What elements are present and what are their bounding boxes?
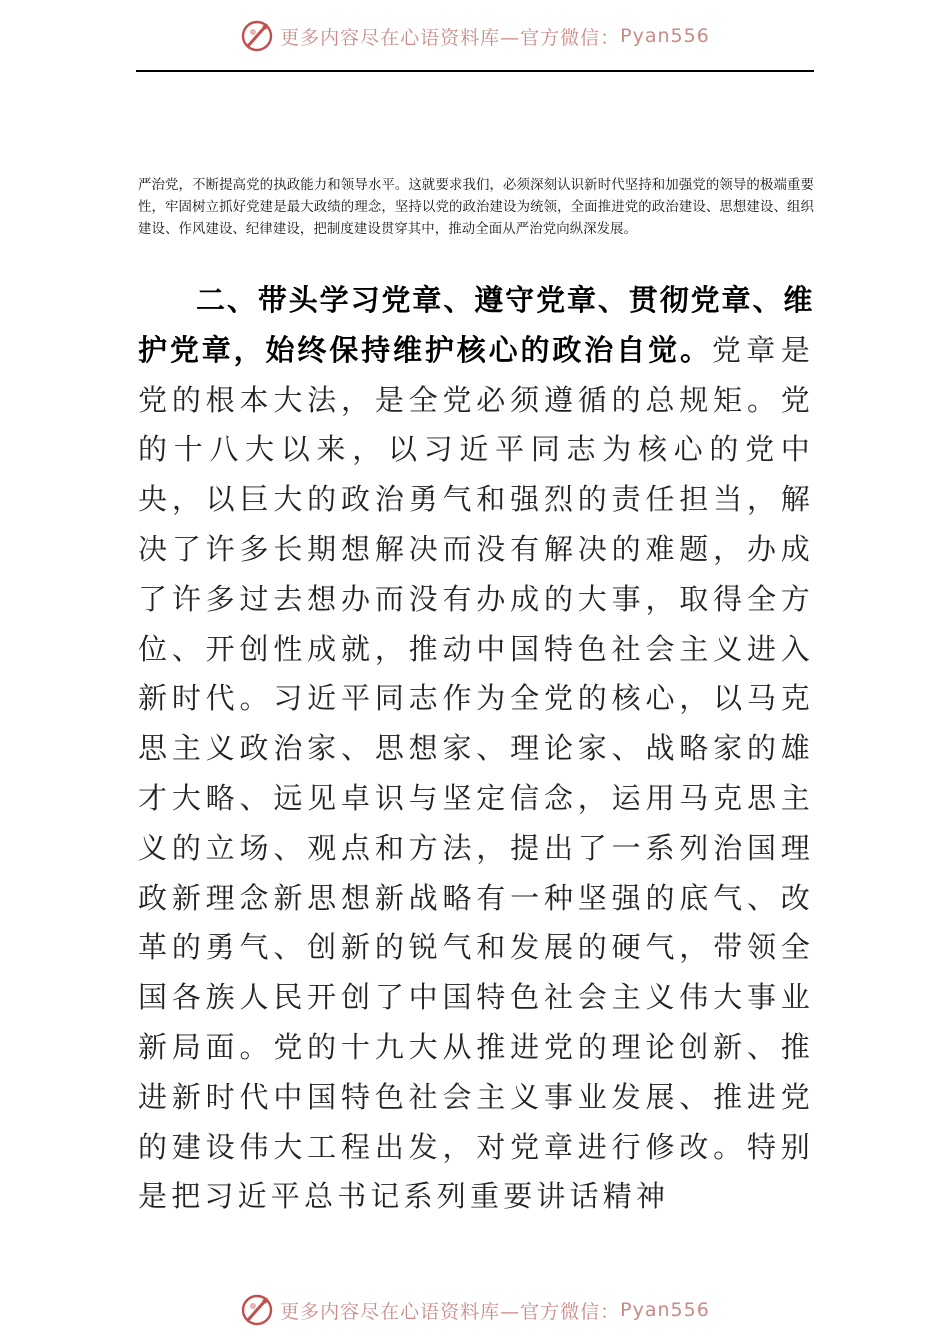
footer-wechat-id: Pyan556: [620, 1299, 710, 1321]
header-wechat-id: Pyan556: [620, 25, 710, 47]
header-watermark-banner: [0, 16, 950, 56]
footer-banner-text: 更多内容尽在心语资料库—官方微信：: [280, 1300, 621, 1323]
pen-logo-icon: [240, 1293, 274, 1327]
intro-paragraph: 严治党，不断提高党的执政能力和领导水平。这就要求我们，必须深刻认识新时代坚持和加强党的领导的极端重要性，牢固树立抓好党建是最大政绩的理念，坚持以党的政治建设为统领，全面推进党的政治建设、思想建设、组织建设、作风建设、纪律建设，把制度建设贯穿其中，推动全面从严治党向纵深发展。: [138, 178, 814, 237]
section-body: 党章是党的根本大法，是全党必须遵循的总规矩。党的十八大以来，以习近平同志为核心的党中央，以巨大的政治勇气和强烈的责任担当，解决了许多长期想解决而没有解决的难题，办成了许多过去想办而没有办成的大事，取得全方位、开创性成就，推动中国特色社会主义进入新时代。习近平同志作为全党的核心，以马克思主义政治家、思想家、理论家、战略家的雄才大略、远见卓识与坚定信念，运用马克思主义的立场、观点和方法，提出了一系列治国理政新理念新思想新战略有一种坚强的底气、改革的勇气、创新的锐气和发展的硬气，带领全国各族人民开创了中国特色社会主义伟大事业新局面。党的十九大从推进党的理论创新、推进新时代中国特色社会主义事业发展、推进党的建设伟大工程出发，对党章进行修改。特别是把习近平总书记系列重要讲话精神: [138, 332, 814, 1214]
section-paragraph: [138, 276, 814, 1222]
header-banner-text: 更多内容尽在心语资料库—官方微信：: [280, 26, 621, 49]
section-heading: 二、带头学习党章、遵守党章、贯彻党章、维护党章，始终保持维护核心的政治自觉。: [138, 283, 814, 367]
pen-logo-icon: [240, 19, 274, 53]
header-divider: [136, 70, 814, 72]
footer-watermark-banner: [0, 1290, 950, 1330]
